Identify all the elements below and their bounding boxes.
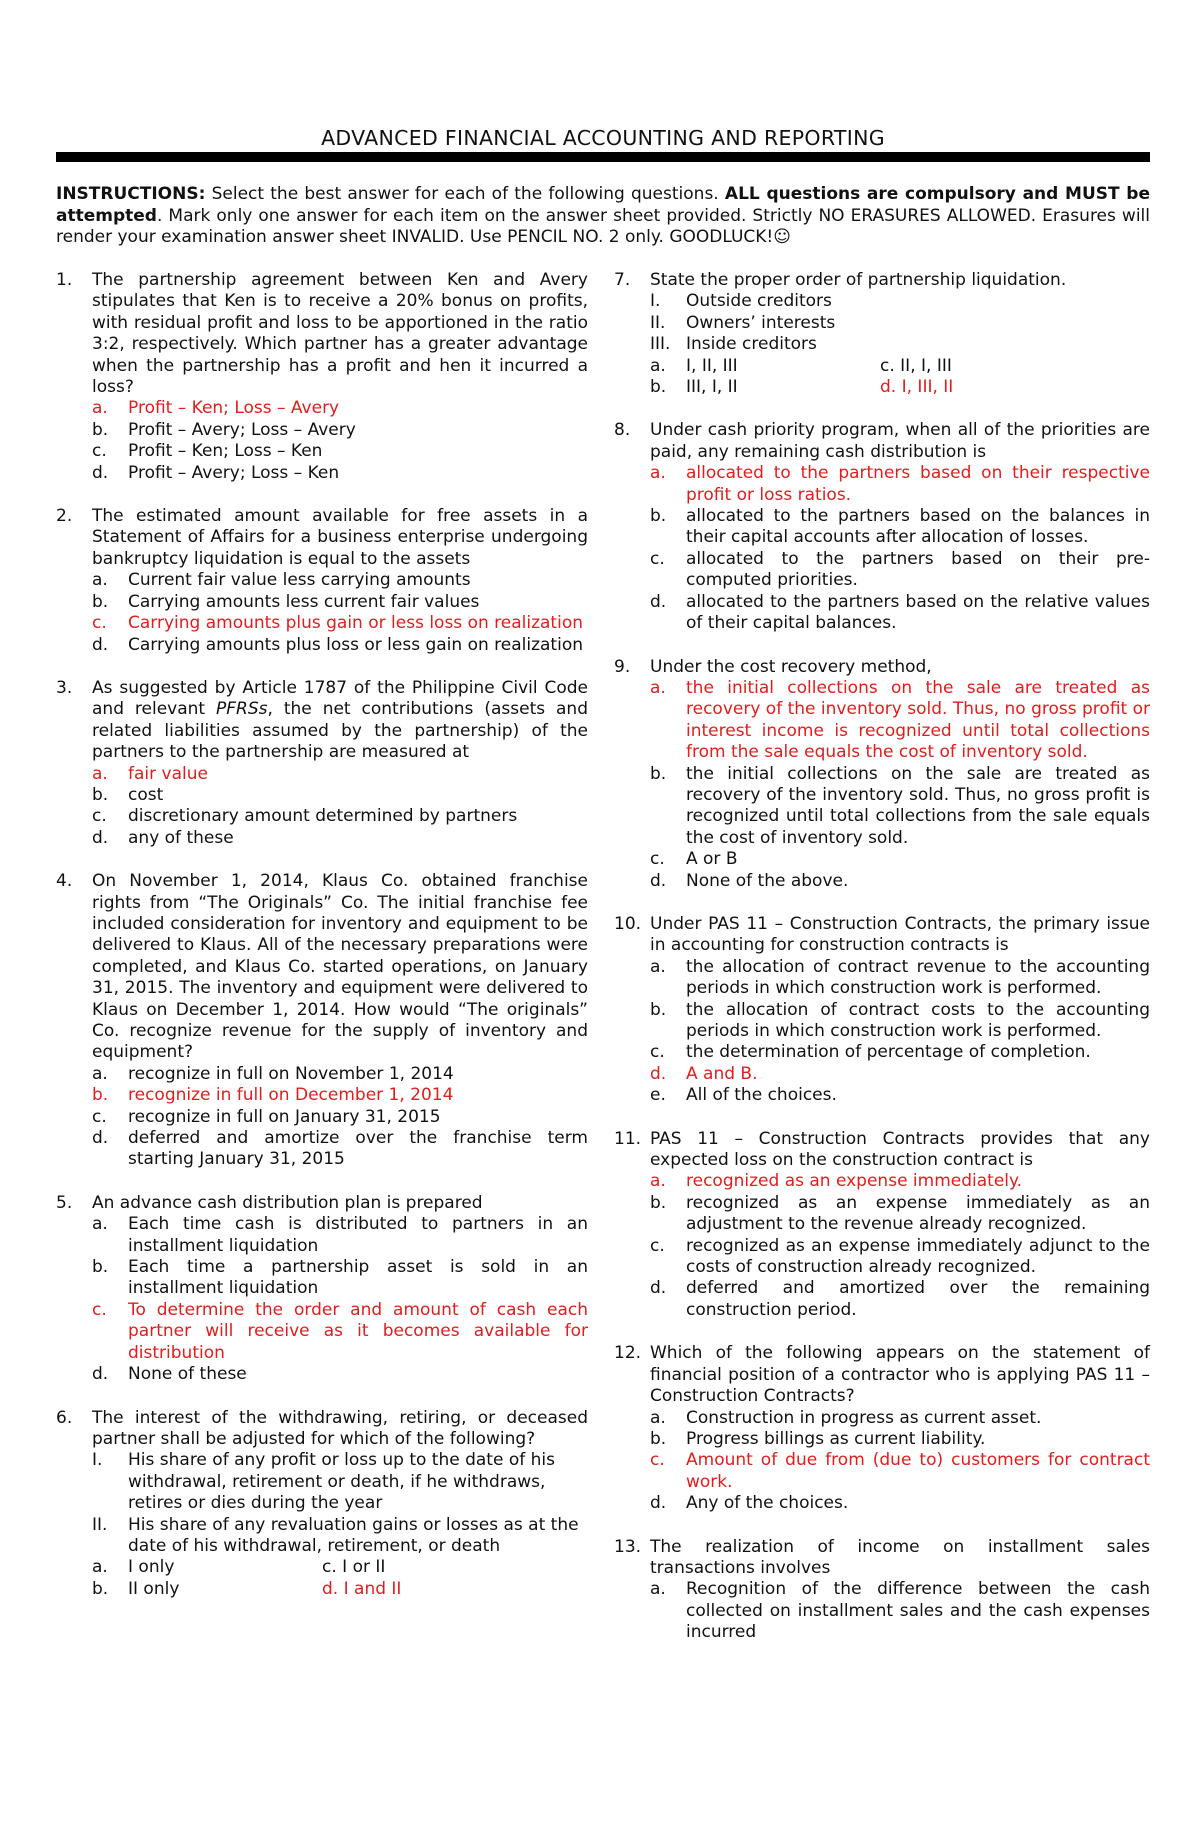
option-text: Any of the choices. bbox=[686, 1493, 849, 1514]
option-text: Profit – Ken; Loss – Ken bbox=[128, 441, 323, 462]
question-text: Under PAS 11 – Construction Contracts, the primary issue in accounting for construction contracts is bbox=[650, 913, 1150, 956]
question-text: The interest of the withdrawing, retiring, or deceased partner shall be adjusted for which of the following? bbox=[92, 1407, 588, 1449]
statement-text: Outside creditors bbox=[686, 291, 832, 312]
option-text: Profit – Avery; Loss – Ken bbox=[128, 462, 340, 483]
question-text: Which of the following appears on the statement of financial position of a contractor who is applying PAS 11 – Construction Contracts? bbox=[650, 1343, 1150, 1407]
option-text: Carrying amounts plus loss or less gain on realization bbox=[128, 634, 583, 655]
option-d[interactable] bbox=[614, 871, 1150, 892]
left-column bbox=[56, 270, 588, 1622]
option-a[interactable] bbox=[92, 1557, 322, 1578]
question-number: 10. bbox=[614, 913, 642, 934]
option-letter: e. bbox=[650, 1085, 666, 1106]
option-letter: d. bbox=[92, 1128, 109, 1149]
option-text: I or II bbox=[342, 1557, 386, 1578]
question-text-emphasis: PFRSs bbox=[216, 699, 268, 720]
option-text: Current fair value less carrying amounts bbox=[128, 570, 471, 591]
option-a[interactable] bbox=[614, 1171, 1150, 1192]
option-text: I, III, II bbox=[901, 377, 954, 398]
option-letter: d. bbox=[650, 1278, 667, 1299]
question-number: 6. bbox=[56, 1407, 73, 1428]
option-b[interactable] bbox=[650, 377, 880, 398]
option-b[interactable] bbox=[614, 506, 1150, 549]
options-row bbox=[614, 356, 1150, 377]
question-number: 11. bbox=[614, 1128, 642, 1149]
option-text: allocated to the partners based on the relative values of their capital balances. bbox=[686, 591, 1150, 634]
option-c[interactable] bbox=[56, 806, 588, 827]
statement-numeral: II. bbox=[92, 1514, 108, 1535]
option-letter: a. bbox=[92, 1063, 108, 1084]
option-d[interactable] bbox=[614, 592, 1150, 635]
option-letter: c. bbox=[92, 1106, 107, 1127]
option-b[interactable] bbox=[614, 764, 1150, 850]
question-number: 9. bbox=[614, 656, 631, 677]
option-c[interactable] bbox=[880, 356, 952, 377]
option-text: allocated to the partners based on their respective profit or loss ratios. bbox=[686, 463, 1150, 505]
option-letter: d. bbox=[650, 870, 667, 891]
option-letter: c. bbox=[92, 806, 107, 827]
option-text: the initial collections on the sale are treated as recovery of the inventory sold. Thus, no gross profit or interest income is recognized until total collections from the sale equals the cost of inventory sold. bbox=[686, 677, 1150, 763]
option-letter: c. bbox=[650, 1042, 665, 1063]
option-c[interactable] bbox=[56, 1107, 588, 1128]
question-number: 8. bbox=[614, 420, 631, 441]
title-rule bbox=[56, 152, 1150, 162]
statement-text: Inside creditors bbox=[686, 334, 817, 355]
option-d[interactable] bbox=[56, 1364, 588, 1385]
question-text: Under cash priority program, when all of the priorities are paid, any remaining cash distribution is bbox=[650, 420, 1150, 462]
option-text: the determination of percentage of completion. bbox=[686, 1042, 1091, 1063]
statement-numeral: II. bbox=[650, 312, 666, 333]
option-letter: d. bbox=[880, 377, 897, 398]
option-letter: c. bbox=[880, 355, 895, 376]
option-text: II, I, III bbox=[900, 355, 952, 376]
question-text-part: As suggested by Article 1787 of the Philippine Civil Code and relevant bbox=[92, 677, 588, 720]
option-letter: b. bbox=[92, 1578, 109, 1599]
statement-numeral: III. bbox=[650, 334, 671, 355]
option-letter: d. bbox=[92, 634, 109, 655]
option-d[interactable] bbox=[322, 1579, 401, 1600]
statement-text: His share of any revaluation gains or losses as at the date of his withdrawal, retirement, or death bbox=[128, 1514, 579, 1556]
option-letter: b. bbox=[92, 591, 109, 612]
question-text: An advance cash distribution plan is prepared bbox=[92, 1192, 483, 1213]
option-letter: b. bbox=[92, 1257, 109, 1278]
option-letter: d. bbox=[650, 1063, 667, 1084]
option-letter: b. bbox=[650, 1428, 667, 1449]
option-text: I and II bbox=[343, 1578, 402, 1599]
question-4 bbox=[56, 871, 588, 1171]
option-letter: c. bbox=[650, 548, 665, 569]
option-letter: b. bbox=[650, 1192, 667, 1213]
option-text: III, I, II bbox=[686, 377, 738, 398]
option-letter: d. bbox=[650, 591, 667, 612]
option-text: the allocation of contract costs to the accounting periods in which construction work is performed. bbox=[686, 999, 1150, 1041]
option-a[interactable] bbox=[614, 957, 1150, 1000]
option-text: Each time cash is distributed to partners in an installment liquidation bbox=[128, 1214, 588, 1256]
option-b[interactable] bbox=[614, 1000, 1150, 1043]
option-letter: a. bbox=[92, 398, 108, 419]
option-b[interactable] bbox=[614, 1429, 1150, 1450]
statement-numeral: I. bbox=[92, 1450, 103, 1471]
option-text: None of these bbox=[128, 1364, 247, 1385]
statement-item bbox=[56, 1515, 588, 1558]
option-d[interactable] bbox=[880, 377, 953, 398]
option-letter: a. bbox=[92, 570, 108, 591]
option-letter: b. bbox=[650, 999, 667, 1020]
option-letter: b. bbox=[650, 377, 667, 398]
statement-item bbox=[56, 1450, 588, 1514]
question-11 bbox=[614, 1129, 1150, 1322]
option-text: All of the choices. bbox=[686, 1085, 837, 1106]
question-12 bbox=[614, 1343, 1150, 1514]
options-row bbox=[56, 1579, 588, 1600]
option-text: recognized as an expense immediately adjunct to the costs of construction already recognized. bbox=[686, 1235, 1150, 1278]
option-d[interactable] bbox=[56, 463, 588, 484]
question-3 bbox=[56, 678, 588, 849]
option-text: I only bbox=[128, 1557, 175, 1578]
statement-item bbox=[614, 313, 1150, 334]
option-b[interactable] bbox=[56, 785, 588, 806]
question-number: 13. bbox=[614, 1536, 642, 1557]
option-text: allocated to the partners based on the balances in their capital accounts after allocation of losses. bbox=[686, 506, 1150, 548]
option-letter: d. bbox=[650, 1493, 667, 1514]
statement-text: Owners’ interests bbox=[686, 312, 836, 333]
option-letter: c. bbox=[92, 613, 107, 634]
option-text: Recognition of the difference between the cash collected on installment sales and the cash expenses incurred bbox=[686, 1579, 1150, 1643]
question-6 bbox=[56, 1408, 588, 1601]
question-number: 5. bbox=[56, 1192, 73, 1213]
option-text: To determine the order and amount of cash each partner will receive as it becomes available for distribution bbox=[128, 1299, 588, 1363]
option-text: fair value bbox=[128, 763, 208, 784]
page-title: ADVANCED FINANCIAL ACCOUNTING AND REPORTING bbox=[321, 126, 885, 150]
option-text: II only bbox=[128, 1578, 180, 1599]
option-d[interactable] bbox=[614, 1278, 1150, 1321]
option-c[interactable] bbox=[56, 1300, 588, 1364]
question-5 bbox=[56, 1193, 588, 1386]
option-d[interactable] bbox=[614, 1064, 1150, 1085]
option-text: recognized as an expense immediately. bbox=[686, 1171, 1023, 1192]
option-text: discretionary amount determined by partners bbox=[128, 806, 518, 827]
option-text: Amount of due from (due to) customers for contract work. bbox=[686, 1450, 1150, 1492]
option-d[interactable] bbox=[56, 635, 588, 656]
options-row bbox=[614, 377, 1150, 398]
question-text: Under the cost recovery method, bbox=[650, 656, 932, 677]
question-8 bbox=[614, 420, 1150, 634]
option-b[interactable] bbox=[92, 1579, 322, 1600]
option-c[interactable] bbox=[614, 1042, 1150, 1063]
option-b[interactable] bbox=[56, 1257, 588, 1300]
option-letter: d. bbox=[92, 827, 109, 848]
option-d[interactable] bbox=[56, 1128, 588, 1171]
option-a[interactable] bbox=[650, 356, 880, 377]
option-c[interactable] bbox=[614, 549, 1150, 592]
option-c[interactable] bbox=[56, 441, 588, 462]
option-text: Each time a partnership asset is sold in an installment liquidation bbox=[128, 1257, 588, 1299]
question-number: 12. bbox=[614, 1343, 642, 1364]
option-a[interactable] bbox=[614, 678, 1150, 764]
option-text: recognized as an expense immediately as an adjustment to the revenue already recognized. bbox=[686, 1192, 1150, 1235]
question-13 bbox=[614, 1537, 1150, 1644]
question-text: State the proper order of partnership liquidation. bbox=[650, 270, 1067, 290]
option-text: I, II, III bbox=[686, 355, 738, 376]
option-b[interactable] bbox=[56, 1085, 588, 1106]
option-text: recognize in full on January 31, 2015 bbox=[128, 1106, 441, 1127]
question-text: The estimated amount available for free assets in a Statement of Affairs for a business enterprise undergoing bankruptcy liquidation is equal to the assets bbox=[92, 506, 588, 569]
question-number: 3. bbox=[56, 677, 73, 698]
question-text: The realization of income on installment sales transactions involves bbox=[650, 1536, 1150, 1578]
option-text: Profit – Ken; Loss – Avery bbox=[128, 398, 340, 419]
statement-text: His share of any profit or loss up to the date of his withdrawal, retirement or death, if he withdraws, retires or dies during the year bbox=[128, 1450, 555, 1514]
option-e[interactable] bbox=[614, 1085, 1150, 1106]
option-text: the allocation of contract revenue to the accounting periods in which construction work is performed. bbox=[686, 956, 1150, 999]
option-letter: a. bbox=[650, 1171, 666, 1192]
option-a[interactable] bbox=[614, 1408, 1150, 1429]
statement-item bbox=[614, 334, 1150, 355]
option-text: deferred and amortize over the franchise term starting January 31, 2015 bbox=[128, 1128, 588, 1170]
option-letter: a. bbox=[650, 463, 666, 484]
options-row bbox=[56, 1557, 588, 1578]
option-letter: b. bbox=[650, 763, 667, 784]
right-column bbox=[614, 270, 1150, 1666]
option-letter: c. bbox=[650, 1450, 665, 1471]
option-letter: c. bbox=[650, 849, 665, 870]
option-letter: c. bbox=[650, 1235, 665, 1256]
question-number: 7. bbox=[614, 270, 631, 290]
option-c[interactable] bbox=[614, 1450, 1150, 1493]
question-10 bbox=[614, 914, 1150, 1107]
option-a[interactable] bbox=[56, 764, 588, 785]
option-text: cost bbox=[128, 784, 164, 805]
question-1 bbox=[56, 270, 588, 484]
option-text: A and B. bbox=[686, 1063, 758, 1084]
option-text: Progress billings as current liability. bbox=[686, 1428, 986, 1449]
option-letter: a. bbox=[92, 1557, 108, 1578]
option-text: Carrying amounts plus gain or less loss on realization bbox=[128, 613, 583, 634]
option-text: recognize in full on December 1, 2014 bbox=[128, 1085, 454, 1106]
option-c[interactable] bbox=[614, 849, 1150, 870]
option-letter: a. bbox=[650, 355, 666, 376]
instructions-label: INSTRUCTIONS: bbox=[56, 184, 206, 204]
option-text: deferred and amortized over the remaining construction period. bbox=[686, 1278, 1150, 1320]
option-a[interactable] bbox=[56, 398, 588, 419]
option-letter: c. bbox=[92, 441, 107, 462]
option-text: recognize in full on November 1, 2014 bbox=[128, 1063, 454, 1084]
option-letter: b. bbox=[92, 1085, 109, 1106]
instructions-text-2: . Mark only one answer for each item on the answer sheet provided. Strictly NO ERASURES ALLOWED. Erasures will render your examination answer sheet INVALID. Use PENCIL NO. 2 only. GOODLUCK!☺ bbox=[56, 205, 1150, 247]
option-letter: c. bbox=[92, 1299, 107, 1320]
option-a[interactable] bbox=[56, 570, 588, 591]
option-a[interactable] bbox=[56, 1064, 588, 1085]
option-text: allocated to the partners based on their pre-computed priorities. bbox=[686, 548, 1150, 591]
option-letter: b. bbox=[92, 784, 109, 805]
question-number: 2. bbox=[56, 506, 73, 527]
option-a[interactable] bbox=[614, 463, 1150, 506]
option-text: None of the above. bbox=[686, 870, 849, 891]
question-2 bbox=[56, 506, 588, 656]
option-letter: d. bbox=[322, 1578, 339, 1599]
instructions bbox=[56, 184, 1150, 249]
option-letter: c. bbox=[322, 1557, 337, 1578]
option-letter: d. bbox=[92, 462, 109, 483]
option-b[interactable] bbox=[56, 592, 588, 613]
option-text: the initial collections on the sale are treated as recovery of the inventory sold. Thus, no gross profit is recognized until total collections from the sale equals the cost of inventory sold. bbox=[686, 763, 1150, 848]
option-text: Profit – Avery; Loss – Avery bbox=[128, 419, 356, 440]
option-letter: d. bbox=[92, 1364, 109, 1385]
option-letter: b. bbox=[92, 419, 109, 440]
option-letter: a. bbox=[650, 677, 666, 698]
option-letter: a. bbox=[92, 1214, 108, 1235]
option-letter: a. bbox=[650, 1579, 666, 1600]
question-text bbox=[92, 678, 588, 764]
option-text: Carrying amounts less current fair values bbox=[128, 591, 480, 612]
option-c[interactable] bbox=[614, 1236, 1150, 1279]
option-a[interactable] bbox=[614, 1579, 1150, 1643]
option-d[interactable] bbox=[56, 828, 588, 849]
statement-item bbox=[614, 291, 1150, 312]
question-number: 4. bbox=[56, 871, 73, 892]
option-letter: a. bbox=[650, 956, 666, 977]
instructions-text-1: Select the best answer for each of the following questions. bbox=[205, 184, 725, 204]
question-text-part: , the net contributions (assets and related liabilities assumed by the partnership) of the partners to the partnership are measured at bbox=[92, 699, 589, 763]
option-b[interactable] bbox=[56, 420, 588, 441]
instructions-bold: ALL questions are compulsory and MUST be attempted bbox=[56, 184, 1151, 226]
option-d[interactable] bbox=[614, 1493, 1150, 1514]
question-number: 1. bbox=[56, 270, 73, 290]
option-c[interactable] bbox=[322, 1557, 385, 1578]
question-text: PAS 11 – Construction Contracts provides that any expected loss on the construction contract is bbox=[650, 1128, 1150, 1171]
option-b[interactable] bbox=[614, 1193, 1150, 1236]
question-text: On November 1, 2014, Klaus Co. obtained franchise rights from “The Originals” Co. The initial franchise fee included consideration for inventory and equipment to be delivered to Klaus. All of the necessary preparations were completed, and Klaus Co. started operations, on January 31, 2015. The inventory and equipment were delivered to Klaus on December 1, 2014. How would “The originals” Co. recognize revenue for the supply of inventory and equipment? bbox=[92, 871, 588, 1063]
question-7 bbox=[614, 270, 1150, 398]
statement-numeral: I. bbox=[650, 291, 661, 312]
option-text: any of these bbox=[128, 827, 234, 848]
option-letter: b. bbox=[650, 506, 667, 527]
question-text: The partnership agreement between Ken and Avery stipulates that Ken is to receive a 20% bonus on profits, with residual profit and loss to be apportioned in the ratio 3:2, respectively. Which partner has a greater advantage when the partnership has a profit and hen it incurred a loss? bbox=[92, 270, 588, 398]
option-text: A or B bbox=[686, 849, 738, 870]
option-a[interactable] bbox=[56, 1214, 588, 1257]
option-letter: a. bbox=[650, 1407, 666, 1428]
option-text: Construction in progress as current asset. bbox=[686, 1407, 1042, 1428]
option-letter: a. bbox=[92, 763, 108, 784]
question-9 bbox=[614, 657, 1150, 892]
option-c[interactable] bbox=[56, 613, 588, 634]
